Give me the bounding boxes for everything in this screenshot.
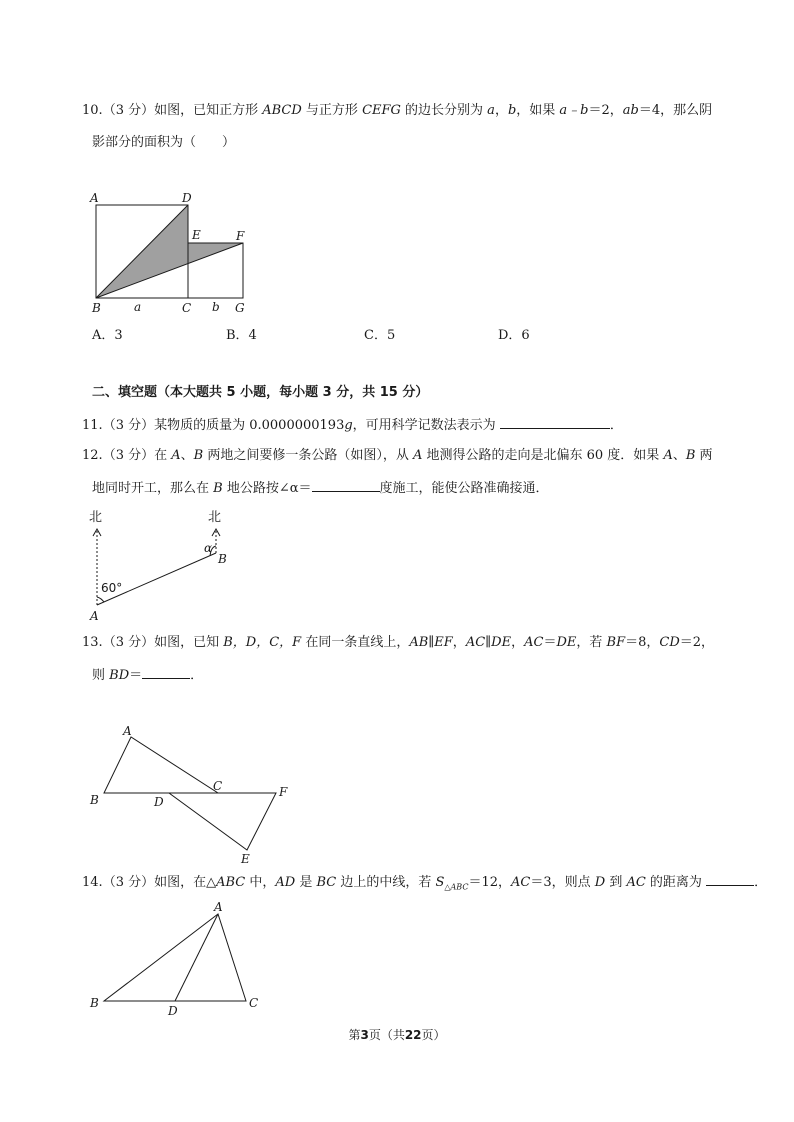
q10-number: 10. [82,103,103,118]
q13-label-E: E [241,852,250,866]
q14-triangle-abc [104,914,246,1001]
q10-label-B: B [92,301,101,315]
q10-label-C: C [182,301,192,315]
q12-north-label-a: 北 [89,510,103,525]
q10-label-F: F [236,229,245,243]
q10-option-a[interactable]: A．3 [92,328,123,343]
footer-page-number: 3 [360,1028,369,1042]
q14-line: 14.（3 分）如图，在△ABC 中，AD 是 BC 边上的中线，若 $S_{\triangle ABC}=12$，AC＝3，则点 D 到 AC 的距离为 ． [82,875,768,892]
q14-label-A: A [214,900,223,914]
q10-score: （3 分） [102,103,155,118]
q10-option-b[interactable]: B．4 [226,328,257,343]
q10-option-c[interactable]: C．5 [364,328,396,343]
q14-label-B: B [90,996,99,1010]
q10-label-A: A [90,191,99,205]
q13-label-D: D [154,795,164,809]
q12-line1: 12.（3 分）在 A、B 两地之间要修一条公路（如图），从 A 地测得公路的走向是北偏东 60 度．如果 A、B 两 [82,448,713,463]
q10-line1: 10.（3 分）如图，已知正方形 ABCD 与正方形 CEFG 的边长分别为 a，b，如果 a﹣b＝2，ab＝4，那么阴 [82,103,713,118]
q13-label-A: A [123,724,132,738]
q12-north-label-b: 北 [208,510,222,525]
section-2-title: 二、填空题（本大题共 5 小题，每小题 3 分，共 15 分） [92,385,429,400]
q12-label-A: A [90,609,99,623]
q13-label-C: C [213,779,223,793]
q12-line2: 地同时开工，那么在 B 地公路按∠α＝ 度施工，能使公路准确接通． [92,481,549,496]
q14-median-ad [175,914,218,1001]
q10-label-b: b [212,300,220,314]
q14-label-C: C [249,996,259,1010]
q10-line2: 影部分的面积为（ ） [92,135,236,150]
q12-angle-60-label: 60° [101,581,123,595]
q10-label-G: G [235,301,245,315]
q11-line: 11.（3 分）某物质的质量为 0.0000000193g，可用科学记数法表示为 ． [82,418,623,433]
q13-label-F: F [279,785,288,799]
q10-label-E: E [192,228,201,242]
q13-line2: 则 BD＝ ． [92,668,204,683]
q13-line1: 13.（3 分）如图，已知 B，D，C，F 在同一条直线上，AB∥EF，AC∥DE，AC＝DE，若 BF＝8，CD＝2， [82,635,715,650]
q14-label-D: D [168,1004,178,1018]
q10-option-d[interactable]: D．6 [498,328,530,343]
q13-label-B: B [90,793,99,807]
q10-label-D: D [182,191,192,205]
footer-page-total: 22 [404,1028,422,1042]
q10-label-a: a [134,300,142,314]
page-footer: 第3页（共22页） [348,1028,446,1042]
q12-alpha-label: α [204,541,213,555]
q12-label-B: B [218,552,227,566]
